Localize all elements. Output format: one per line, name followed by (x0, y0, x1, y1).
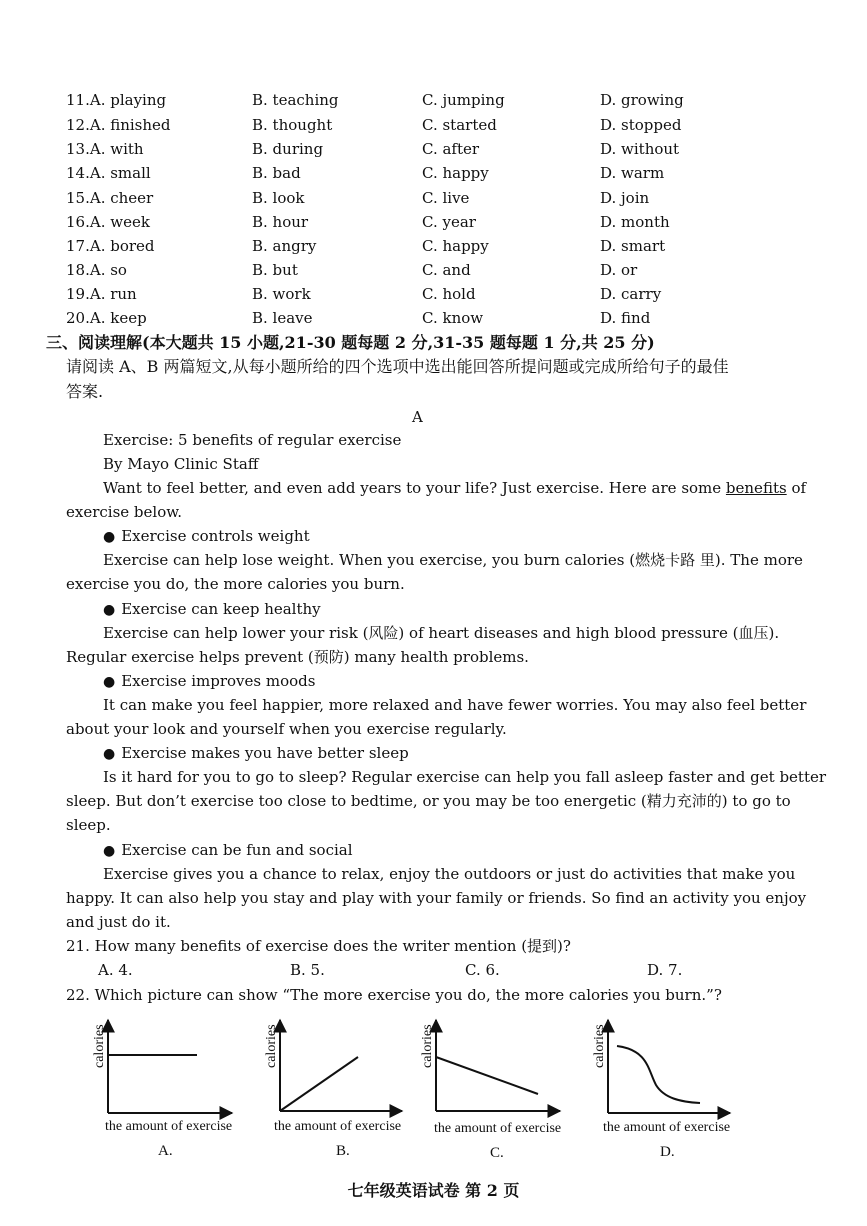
cloze-option-b: B. look (252, 189, 305, 207)
section-heading: 三、阅读理解(本大题共 15 小题,21-30 题每题 2 分,31-35 题每题 1 分,共 25 分) (46, 333, 655, 352)
intro-text: Want to feel better, and even add years to your life? Just exercise. Here are some (103, 479, 726, 497)
cloze-option-a: 20.A. keep (66, 309, 147, 327)
paragraph-line: Regular exercise helps prevent (预防) many health problems. (66, 648, 529, 666)
graph-b-curve (280, 1057, 358, 1111)
cloze-option-d: D. join (600, 189, 650, 207)
question-22-stem: 22. Which picture can show “The more exercise you do, the more calories you burn.”? (66, 986, 722, 1004)
paragraph-line: exercise you do, the more calories you burn. (66, 575, 405, 593)
paragraph-line: Exercise can help lower your risk (风险) of heart diseases and high blood pressure (血压). (103, 624, 780, 642)
graph-a (92, 1020, 232, 1159)
cloze-option-d: D. growing (600, 91, 684, 109)
cloze-option-c: C. know (422, 309, 484, 327)
section-instruction-end: 答案. (66, 382, 104, 401)
cloze-option-d: D. warm (600, 164, 665, 182)
cloze-option-b: B. bad (252, 164, 301, 182)
graph-d-curve (617, 1046, 700, 1103)
cloze-option-b: B. work (252, 285, 311, 303)
cloze-option-d: D. or (600, 261, 638, 279)
cloze-option-d: D. find (600, 309, 651, 327)
cloze-option-c: C. after (422, 140, 480, 158)
section-instruction: 请阅读 A、B 两篇短文,从每小题所给的四个选项中选出能回答所提问题或完成所给句子的最佳 (66, 357, 729, 376)
cloze-option-a: 15.A. cheer (66, 189, 154, 207)
page-footer: 七年级英语试卷 第 2 页 (347, 1181, 520, 1200)
paragraph-line: It can make you feel happier, more relaxed and have fewer worries. You may also feel better (103, 696, 807, 714)
cloze-option-a: 11.A. playing (66, 91, 167, 109)
paragraph-line: and just do it. (66, 913, 171, 931)
cloze-option-b: B. but (252, 261, 298, 279)
paragraph-line: sleep. But don’t exercise too close to bedtime, or you may be too energetic (精力充沛的) to go to (66, 792, 791, 810)
graph-b (264, 1020, 402, 1159)
q21-option-a: A. 4. (98, 961, 133, 979)
cloze-option-b: B. during (252, 140, 324, 158)
cloze-option-a: 19.A. run (66, 285, 137, 303)
question-21-stem: 21. How many benefits of exercise does the writer mention (提到)? (66, 937, 571, 955)
cloze-option-c: C. happy (422, 237, 489, 255)
graph-c-xlabel: the amount of exercise (434, 1121, 562, 1136)
benefits-word: benefits (725, 479, 787, 497)
graph-d (592, 1020, 730, 1160)
cloze-option-c: C. jumping (422, 91, 505, 109)
graph-d-ylabel: calories (592, 1024, 607, 1068)
benefit-heading-4: ● Exercise makes you have better sleep (103, 741, 409, 766)
cloze-option-b: B. teaching (252, 91, 339, 109)
q21-option-b: B. 5. (290, 961, 325, 979)
cloze-option-b: B. leave (252, 309, 313, 327)
graph-c-label: C. (490, 1145, 504, 1161)
cloze-option-a: 13.A. with (66, 140, 144, 158)
cloze-option-c: C. happy (422, 164, 489, 182)
graph-a-xlabel: the amount of exercise (105, 1119, 233, 1134)
q21-option-c: C. 6. (465, 961, 500, 979)
cloze-option-c: C. live (422, 189, 470, 207)
passage-byline: By Mayo Clinic Staff (103, 455, 259, 473)
cloze-option-d: D. smart (600, 237, 666, 255)
cloze-option-d: D. stopped (600, 116, 682, 134)
cloze-option-a: 17.A. bored (66, 237, 155, 255)
cloze-option-a: 14.A. small (66, 164, 151, 182)
benefit-heading-2: ● Exercise can keep healthy (103, 597, 321, 622)
graph-c-ylabel: calories (420, 1024, 435, 1068)
cloze-option-d: D. carry (600, 285, 662, 303)
graph-b-ylabel: calories (264, 1024, 279, 1068)
cloze-option-d: D. month (600, 213, 670, 231)
benefit-heading-1: ● Exercise controls weight (103, 524, 310, 549)
graph-d-label: D. (660, 1144, 675, 1160)
intro-text-end: of (786, 479, 807, 497)
q21-option-d: D. 7. (647, 961, 683, 979)
graph-c (420, 1020, 561, 1161)
paragraph-line: about your look and yourself when you exercise regularly. (66, 720, 507, 738)
paragraph-line: Is it hard for you to go to sleep? Regular exercise can help you fall asleep faster and get better (103, 768, 827, 786)
benefit-heading-5: ● Exercise can be fun and social (103, 838, 353, 863)
graph-c-curve (436, 1057, 538, 1094)
paragraph-line: Exercise gives you a chance to relax, enjoy the outdoors or just do activities that make you (103, 865, 796, 883)
cloze-option-c: C. year (422, 213, 476, 231)
benefit-heading-3: ● Exercise improves moods (103, 669, 315, 694)
cloze-option-d: D. without (600, 140, 680, 158)
cloze-option-b: B. angry (252, 237, 317, 255)
cloze-option-c: C. hold (422, 285, 476, 303)
graph-d-xlabel: the amount of exercise (603, 1120, 731, 1135)
cloze-option-a: 16.A. week (66, 213, 150, 231)
cloze-option-c: C. and (422, 261, 471, 279)
paragraph-line: Exercise can help lose weight. When you exercise, you burn calories (燃烧卡路 里). The more (103, 551, 803, 569)
graph-b-label: B. (336, 1143, 350, 1159)
passage-letter: A (412, 408, 423, 426)
paragraph-line: happy. It can also help you stay and play with your family or friends. So find an activity you enjoy (66, 889, 807, 907)
graph-a-ylabel: calories (92, 1024, 107, 1068)
graph-b-xlabel: the amount of exercise (274, 1119, 402, 1134)
paragraph-line: sleep. (66, 816, 111, 834)
cloze-option-a: 12.A. finished (66, 116, 171, 134)
passage-intro-line-2: exercise below. (66, 503, 183, 521)
cloze-option-b: B. hour (252, 213, 309, 231)
cloze-option-a: 18.A. so (66, 261, 127, 279)
cloze-option-b: B. thought (252, 116, 333, 134)
graph-a-label: A. (158, 1143, 173, 1159)
passage-title: Exercise: 5 benefits of regular exercise (103, 431, 402, 449)
cloze-option-c: C. started (422, 116, 497, 134)
